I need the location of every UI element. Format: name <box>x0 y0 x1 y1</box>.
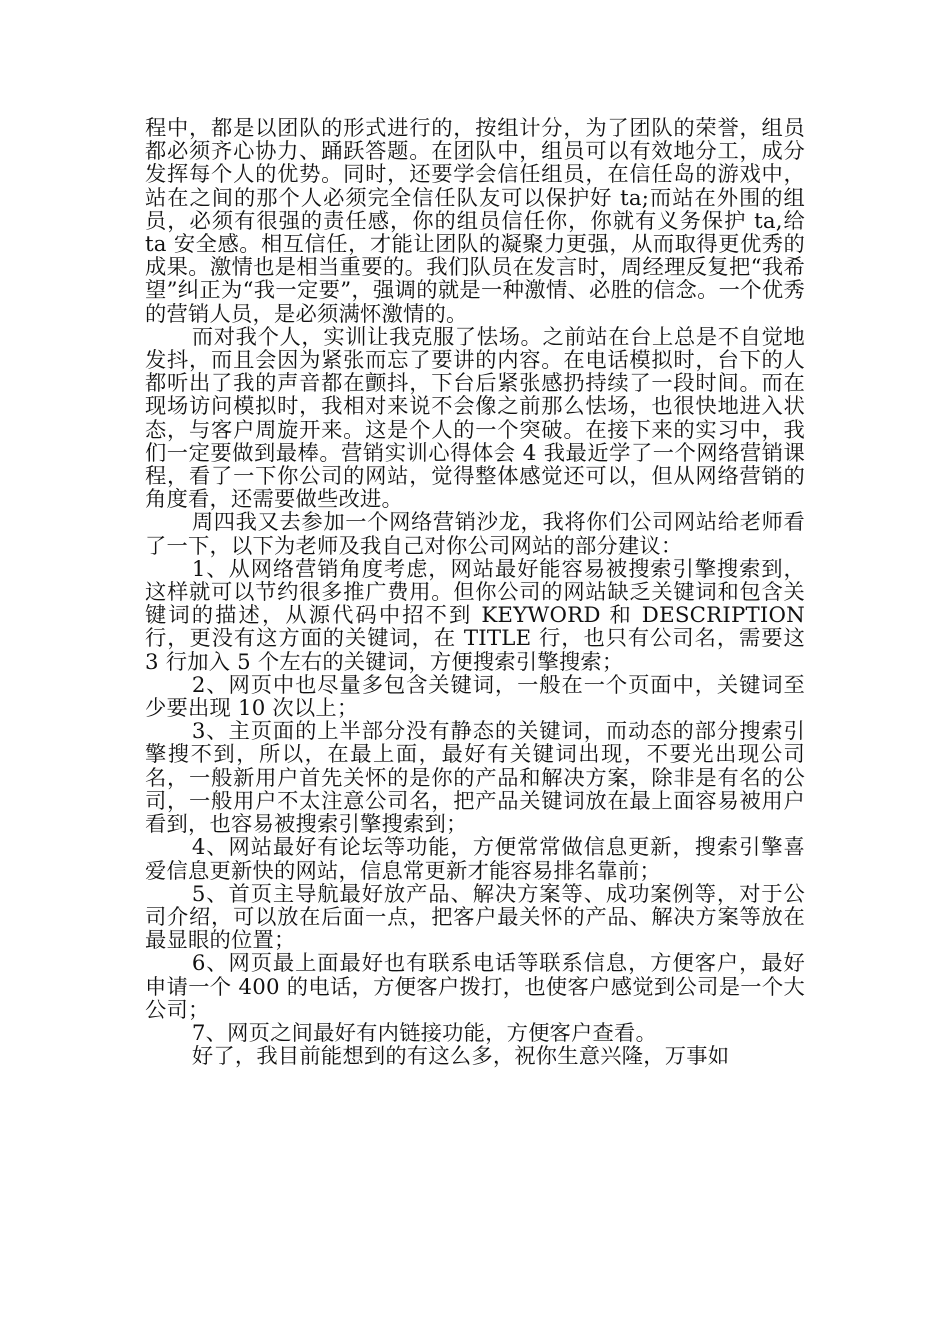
paragraph-2: 而对我个人，实训让我克服了怯场。之前站在台上总是不自觉地发抖，而且会因为紧张而忘了要讲的内容。在电话模拟时，台下的人都听出了我的声音都在颤抖，下台后紧张感扔持续了一段时间。而在现场访问模拟时，我相对来说不会像之前那么怯场，也很快地进入状态，与客户周旋开来。这是个人的一个突破。在接下来的实习中，我们一定要做到最棒。营销实训心得体会 4 我最近学了一个网络营销课程，看了一下你公司的网站，觉得整体感觉还可以，但从网络营销的角度看，还需要做些改进。 <box>145 324 805 513</box>
paragraph-11: 好了，我目前能想到的有这么多，祝你生意兴隆，万事如 <box>191 1044 730 1070</box>
paragraph-6: 3、主页面的上半部分没有静态的关键词，而动态的部分搜索引擎搜不到，所以，在最上面，最好有关键词出现，不要光出现公司名，一般新用户首先关怀的是你的产品和解决方案，除非是有名的公司，一般用户不太注意公司名，把产品关键词放在最上面容易被用户看到，也容易被搜索引擎搜索到； <box>145 719 805 838</box>
document-body <box>145 117 805 1068</box>
paragraph-1: 程中，都是以团队的形式进行的，按组计分，为了团队的荣誉，组员都必须齐心协力、踊跃答题。在团队中，组员可以有效地分工，成分发挥每个人的优势。同时，还要学会信任组员，在信任岛的游戏中，站在之间的那个人必须完全信任队友可以保护好 ta;而站在外围的组员，必须有很强的责任感，你的组员信任你，你就有义务保护 ta,给 ta 安全感。相互信任，才能让团队的凝聚力更强，从而取得更优秀的成果。激情也是相当重要的。我们队员在发言时，周经理反复把“我希望”纠正为“我一定要”，强调的就是一种激情、必胜的信念。一个优秀的营销人员，是必须满怀激情的。 <box>145 116 805 327</box>
paragraph-8: 5、首页主导航最好放产品、解决方案等、成功案例等，对于公司介绍，可以放在后面一点，把客户最关怀的产品、解决方案等放在最显眼的位置； <box>145 881 805 954</box>
paragraph-7: 4、网站最好有论坛等功能，方便常常做信息更新，搜索引擎喜爱信息更新快的网站，信息常更新才能容易排名靠前； <box>145 835 805 884</box>
paragraph-5: 2、网页中也尽量多包含关键词，一般在一个页面中，关键词至少要出现 10 次以上； <box>145 672 805 722</box>
paragraph-9: 6、网页最上面最好也有联系电话等联系信息，方便客户，最好申请一个 400 的电话，方便客户拨打，也使客户感觉到公司是一个大公司； <box>145 951 805 1023</box>
paragraph-4: 1、从网络营销角度考虑，网站最好能容易被搜索引擎搜索到，这样就可以节约很多推广费用。但你公司的网站缺乏关键词和包含关键词的描述，从源代码中招不到 KEYWORD 和 DESCRIPTION 行，更没有这方面的关键词，在 TITLE 行，也只有公司名，需要这 3 行加入 5 个左右的关键词，方便搜索引擎搜索； <box>145 556 805 675</box>
paragraph-10: 7、网页之间最好有内链接功能，方便客户查看。 <box>191 1020 658 1046</box>
paragraph-3: 周四我又去参加一个网络营销沙龙，我将你们公司网站给老师看了一下，以下为老师及我自己对你公司网站的部分建议： <box>145 510 805 559</box>
